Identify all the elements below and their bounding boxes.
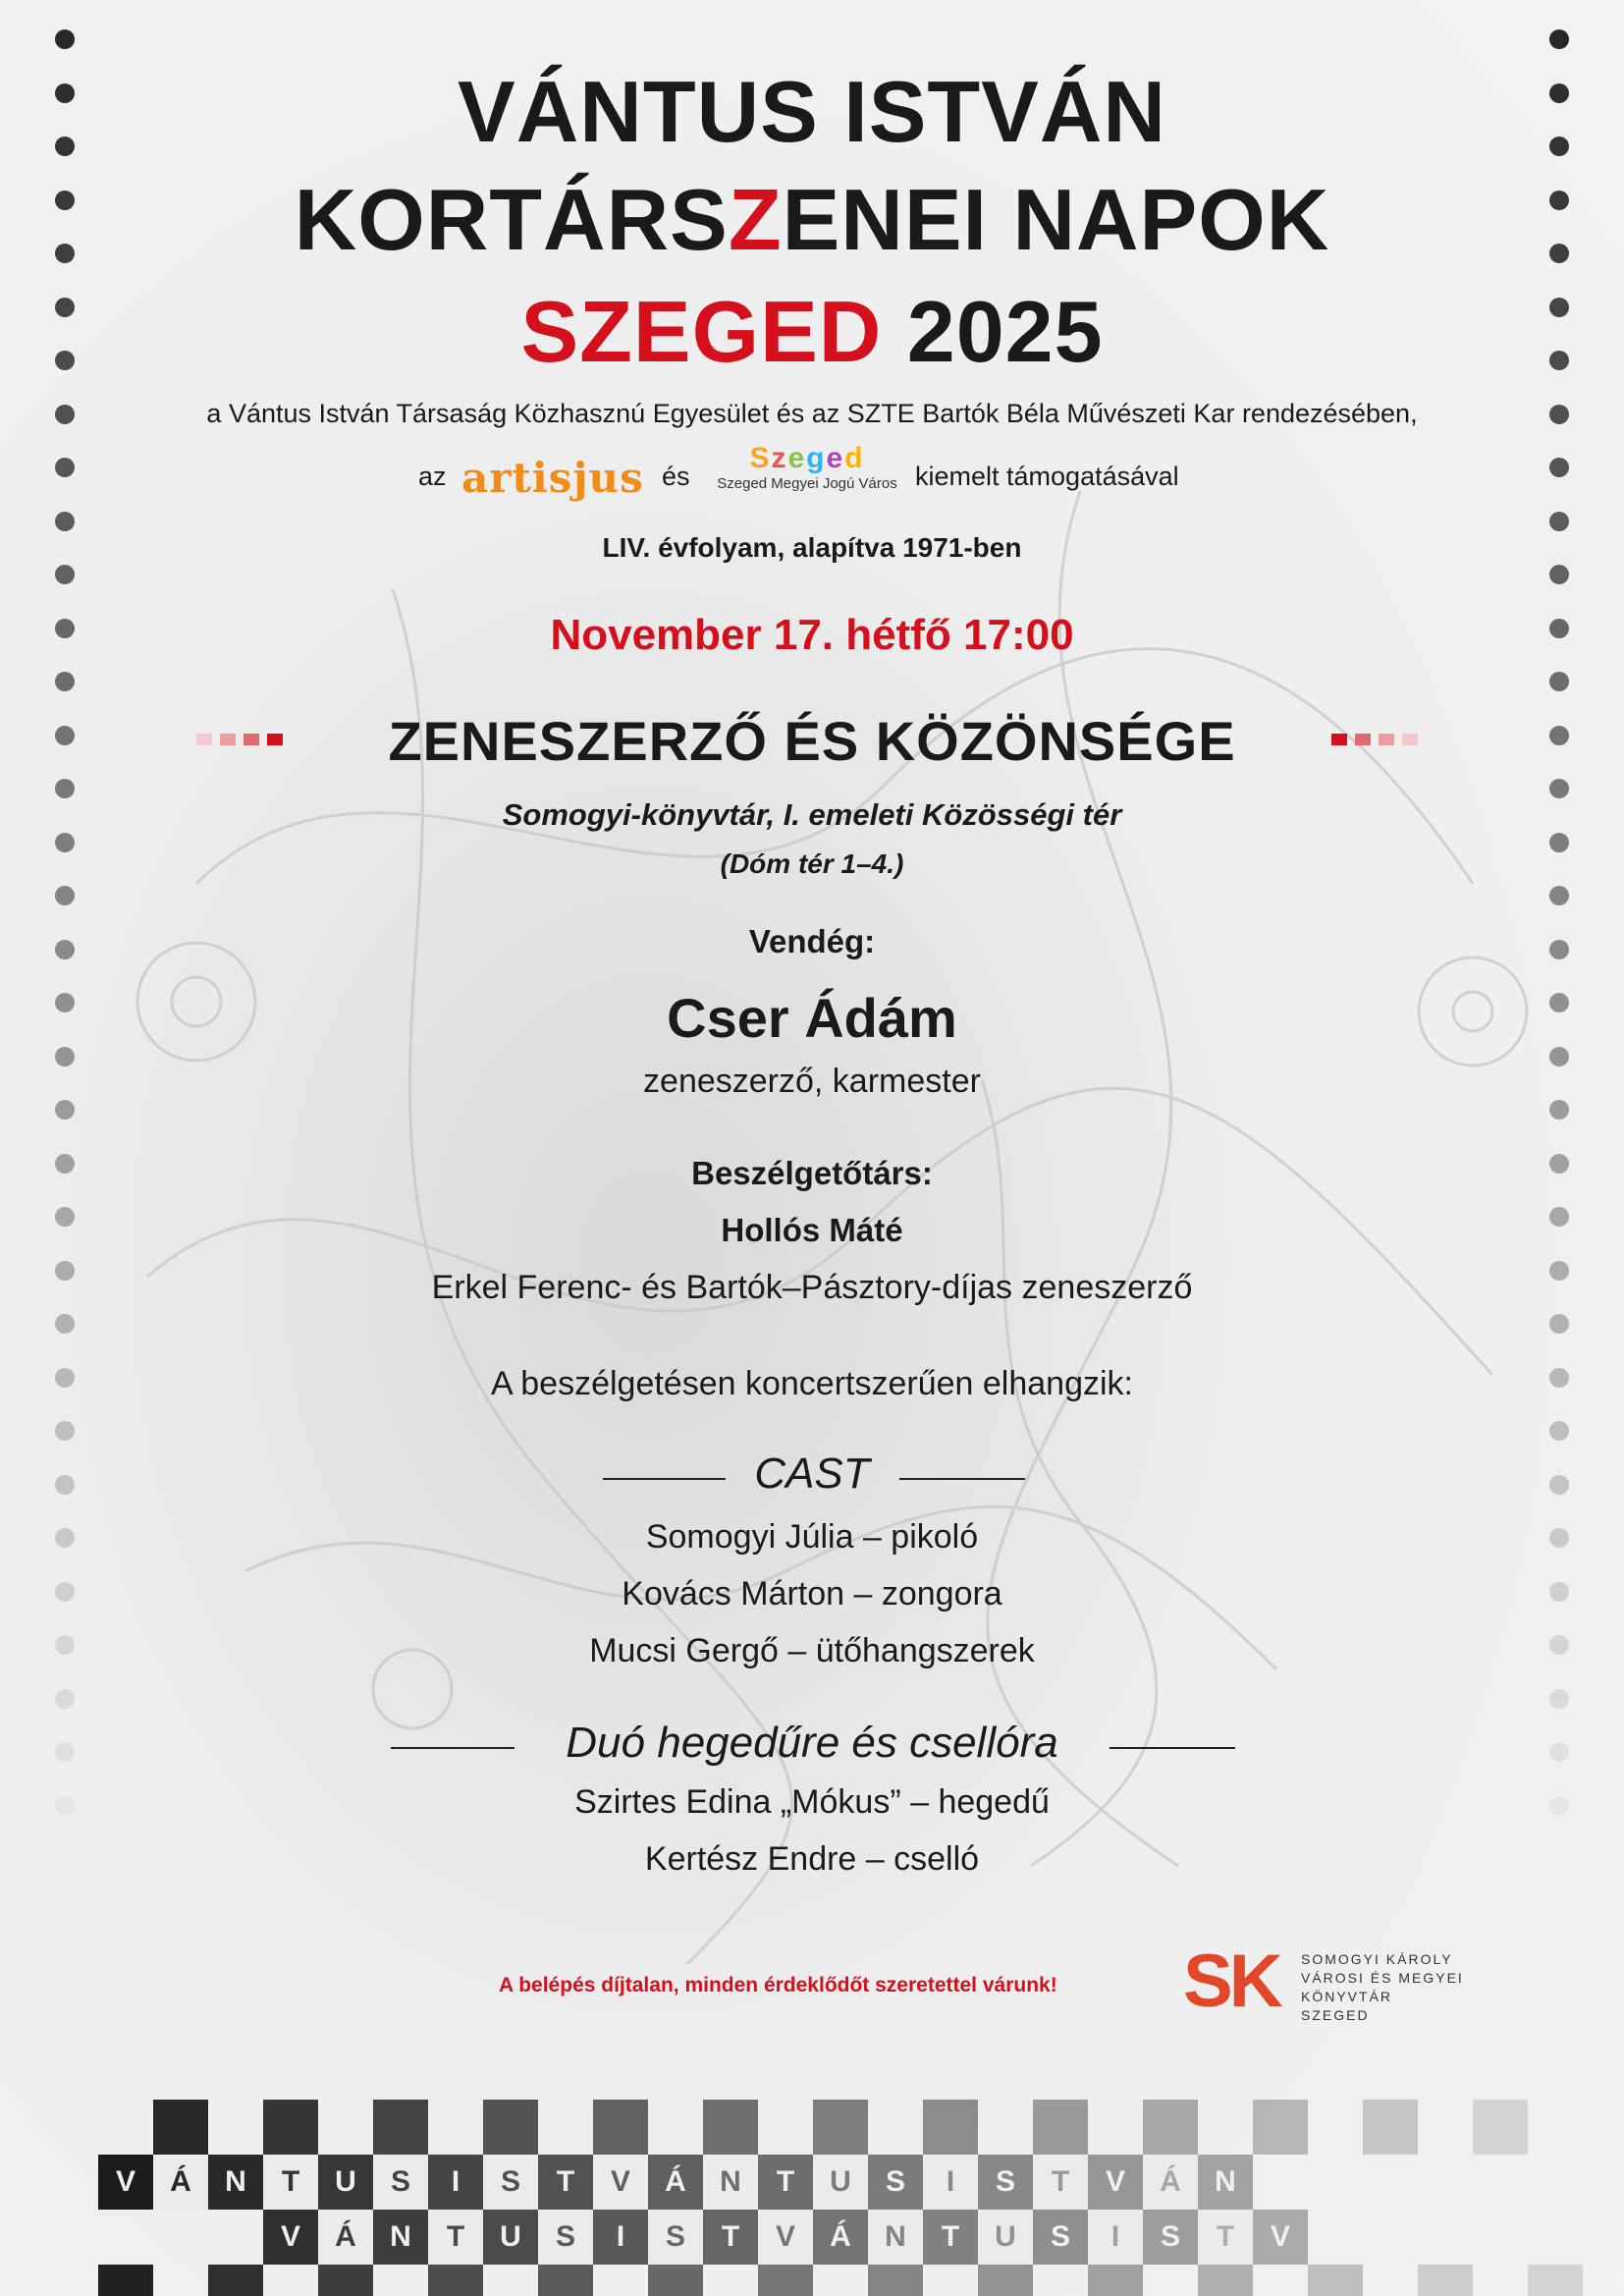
checker-square [868, 2265, 923, 2296]
checker-letter: I [1088, 2210, 1143, 2265]
checker-letter: T [703, 2210, 758, 2265]
checker-square [1088, 2265, 1143, 2296]
checker-letter: I [428, 2155, 483, 2210]
library-logo-text: SOMOGYI KÁROLY VÁROSI ÉS MEGYEI KÖNYVTÁR SZEGED [1301, 1951, 1464, 2023]
checker-letter: T [1198, 2210, 1253, 2265]
free-entry-note: A belépés díjtalan, minden érdeklődőt szeretettel várunk! [499, 1974, 1057, 1996]
artisjus-logo: artisjus [461, 454, 644, 502]
work-title-duo: Duó hegedűre és csellóra [566, 1719, 1058, 1767]
sk-logo-mark: SK [1183, 1940, 1279, 2023]
partner-role: Erkel Ferenc- és Bartók–Pásztory-díjas zeneszerző [431, 1269, 1193, 1306]
checker-letter: S [1033, 2210, 1088, 2265]
border-dot [1549, 1314, 1569, 1334]
border-dot [1549, 1421, 1569, 1441]
sponsors-line [0, 442, 1624, 507]
checker-letter: N [868, 2210, 923, 2265]
border-dot [1549, 1689, 1569, 1709]
cast-right-rule [899, 1478, 1025, 1480]
border-dot [1549, 512, 1569, 531]
footer-checker-band [0, 2062, 1624, 2296]
organizers-text: a Vántus István Társaság Közhasznú Egyesület és az SZTE Bartók Béla Művészeti Kar rendezésében, [206, 399, 1418, 428]
border-dot [55, 1100, 75, 1120]
checker-letter: T [1033, 2155, 1088, 2210]
sponsor-suffix: kiemelt támogatásával [915, 462, 1179, 491]
performer-line: Kovács Márton – zongora [622, 1575, 1002, 1613]
duo-right-rule [1110, 1747, 1235, 1749]
border-dot [55, 1314, 75, 1334]
checker-square [1253, 2100, 1308, 2155]
checker-square [208, 2265, 263, 2296]
border-dot [55, 512, 75, 531]
checker-letter: V [1253, 2210, 1308, 2265]
checker-letter: Á [1143, 2155, 1198, 2210]
checker-square [318, 2265, 373, 2296]
performer-line: Szirtes Edina „Mókus” – hegedű [574, 1783, 1050, 1821]
checker-letter: T [538, 2155, 593, 2210]
checker-square [758, 2265, 813, 2296]
sponsor-and: és [662, 462, 690, 491]
checker-letter: I [593, 2210, 648, 2265]
checker-letter: Á [648, 2155, 703, 2210]
checker-letter: S [1143, 2210, 1198, 2265]
checker-letter: V [758, 2210, 813, 2265]
border-dot [1549, 29, 1569, 49]
right-dash-ornament [1331, 733, 1418, 746]
checker-letter: V [263, 2210, 318, 2265]
checker-square [263, 2100, 318, 2155]
checker-letter: N [208, 2155, 263, 2210]
work-title-cast: CAST [754, 1449, 870, 1498]
checker-square [1473, 2100, 1528, 2155]
border-dot [55, 779, 75, 798]
checker-square [593, 2100, 648, 2155]
partner-name: Hollós Máté [721, 1212, 903, 1248]
checker-square [1363, 2100, 1418, 2155]
checker-square [483, 2100, 538, 2155]
border-dot [55, 886, 75, 905]
szeged-logo-word: Szeged [749, 442, 865, 474]
border-dot [55, 672, 75, 691]
library-logo [1183, 1940, 1537, 2023]
checker-letter: T [428, 2210, 483, 2265]
checker-letter: N [703, 2155, 758, 2210]
volume-text: LIV. évfolyam, alapítva 1971-ben [602, 532, 1022, 563]
szeged-logo-subtitle: Szeged Megyei Jogú Város [717, 475, 897, 492]
checker-square [813, 2100, 868, 2155]
checker-letter: U [483, 2210, 538, 2265]
checker-square [373, 2100, 428, 2155]
festival-title-line3: SZEGED 2025 [520, 283, 1104, 380]
checker-letter: T [263, 2155, 318, 2210]
checker-letter: V [1088, 2155, 1143, 2210]
checker-letter: Á [318, 2210, 373, 2265]
event-date: November 17. hétfő 17:00 [550, 611, 1074, 659]
checker-square [428, 2265, 483, 2296]
checker-letter: S [538, 2210, 593, 2265]
checker-square [1198, 2265, 1253, 2296]
checker-letter: S [978, 2155, 1033, 2210]
checker-square [1528, 2265, 1583, 2296]
checker-square [703, 2100, 758, 2155]
checker-square [538, 2265, 593, 2296]
checker-letter: N [373, 2210, 428, 2265]
checker-letter: S [483, 2155, 538, 2210]
border-dot [1549, 886, 1569, 905]
guest-role: zeneszerző, karmester [643, 1063, 981, 1100]
program-intro: A beszélgetésen koncertszerűen elhangzik: [491, 1365, 1133, 1402]
sponsor-prefix: az [418, 462, 447, 491]
checker-square [1308, 2265, 1363, 2296]
checker-letter: I [923, 2155, 978, 2210]
guest-name: Cser Ádám [667, 987, 957, 1049]
checker-letter: V [593, 2155, 648, 2210]
checker-letter: U [813, 2155, 868, 2210]
border-dot [1549, 1100, 1569, 1120]
venue-text: Somogyi-könyvtár, I. emeleti Közösségi tér [502, 797, 1122, 832]
checker-letter: N [1198, 2155, 1253, 2210]
checker-square [1143, 2100, 1198, 2155]
checker-letter: S [373, 2155, 428, 2210]
partner-label: Beszélgetőtárs: [691, 1155, 933, 1191]
checker-letter: S [648, 2210, 703, 2265]
border-dot [55, 565, 75, 584]
festival-title-line1: VÁNTUS ISTVÁN [458, 63, 1166, 160]
guest-label: Vendég: [748, 923, 876, 959]
border-dot [55, 29, 75, 49]
border-dot [1549, 779, 1569, 798]
checker-letter: Á [153, 2155, 208, 2210]
checker-letter: Á [813, 2210, 868, 2265]
border-dot [55, 1689, 75, 1709]
checker-square [1033, 2100, 1088, 2155]
checker-square [923, 2100, 978, 2155]
checker-letter: U [318, 2155, 373, 2210]
checker-square [1418, 2265, 1473, 2296]
border-dot [1549, 565, 1569, 584]
festival-title-line2: KORTÁRSZENEI NAPOK [294, 171, 1330, 268]
checker-square [153, 2100, 208, 2155]
szeged-city-logo [709, 442, 905, 505]
checker-square [98, 2265, 153, 2296]
checker-letter: U [978, 2210, 1033, 2265]
checker-square [648, 2265, 703, 2296]
checker-letter: T [923, 2210, 978, 2265]
performer-line: Somogyi Júlia – pikoló [645, 1518, 979, 1556]
performer-line: Mucsi Gergő – ütőhangszerek [589, 1632, 1035, 1669]
border-dot [55, 1421, 75, 1441]
performer-line: Kertész Endre – cselló [644, 1840, 980, 1878]
checker-letter: V [98, 2155, 153, 2210]
checker-letter: S [868, 2155, 923, 2210]
checker-letter: T [758, 2155, 813, 2210]
event-title: ZENESZERZŐ ÉS KÖZÖNSÉGE [388, 710, 1236, 772]
border-dot [1549, 672, 1569, 691]
checker-square [978, 2265, 1033, 2296]
address-text: (Dóm tér 1–4.) [720, 848, 904, 879]
